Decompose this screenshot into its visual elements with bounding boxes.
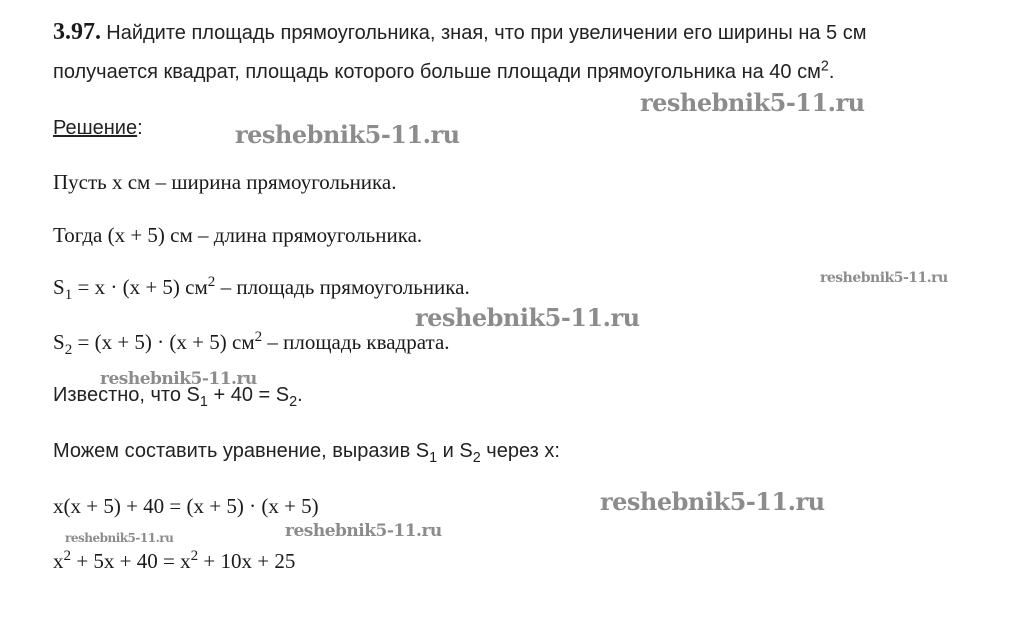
eq2-b-sup: 2: [190, 548, 199, 564]
task-line-1: [53, 20, 866, 44]
compose-mid: и S: [437, 440, 473, 462]
s1-base: S: [53, 275, 65, 299]
known-mid: + 40 = S: [207, 384, 290, 406]
task-number: 3.97.: [53, 19, 101, 45]
task-sup: 2: [820, 58, 829, 75]
watermark: reshebnik5-11.ru: [100, 369, 257, 389]
solution-heading-text: Решение: [53, 117, 138, 139]
watermark: reshebnik5-11.ru: [820, 270, 948, 286]
s1-sup: 2: [207, 274, 216, 290]
compose-end: через x:: [480, 440, 560, 462]
task-text-2: получается квадрат, площадь которого больше площади прямоугольника на 40 см: [53, 61, 821, 83]
s2-sub: 2: [64, 342, 73, 359]
task-line-2-end: .: [828, 61, 835, 83]
watermark: reshebnik5-11.ru: [600, 487, 825, 516]
task-line-2: [53, 58, 835, 83]
watermark: reshebnik5-11.ru: [65, 531, 174, 545]
step-compose: [53, 440, 560, 466]
watermark: reshebnik5-11.ru: [640, 88, 865, 117]
s2-base: S: [53, 330, 65, 354]
known-sub1: 1: [199, 394, 208, 410]
watermark: reshebnik5-11.ru: [235, 120, 460, 149]
eq2-a-sup: 2: [63, 548, 72, 564]
compose-sub1: 1: [429, 450, 438, 466]
s2-sup: 2: [254, 329, 263, 345]
eq2-a: x: [53, 549, 64, 573]
task-text-1: Найдите площадь прямоугольника, зная, что при увеличении его ширины на 5 см: [106, 22, 867, 44]
step-s2: [53, 329, 450, 359]
compose-pre: Можем составить уравнение, выразив S: [53, 440, 430, 462]
watermark: reshebnik5-11.ru: [285, 521, 442, 541]
s1-expr: = x · (x + 5) см: [72, 275, 208, 299]
known-pre: Известно, что S: [53, 384, 200, 406]
watermark: reshebnik5-11.ru: [415, 303, 640, 332]
eq2-b: + 5x + 40 = x: [71, 549, 191, 573]
s2-tail: – площадь квадрата.: [262, 330, 450, 354]
s1-tail: – площадь прямоугольника.: [215, 275, 470, 299]
solution-heading-colon: :: [137, 117, 143, 139]
known-end: .: [297, 384, 303, 406]
equation-2: [53, 548, 296, 573]
s2-expr: = (x + 5) · (x + 5) см: [72, 330, 255, 354]
step-2: Тогда (x + 5) см – длина прямоугольника.: [53, 223, 423, 247]
solution-heading: [53, 118, 143, 138]
known-sub2: 2: [289, 394, 298, 410]
equation-1: x(x + 5) + 40 = (x + 5) · (x + 5): [53, 494, 319, 518]
step-1: Пусть x см – ширина прямоугольника.: [53, 170, 397, 194]
step-s1: [53, 274, 470, 304]
eq2-c: + 10x + 25: [198, 549, 296, 573]
s1-sub: 1: [64, 287, 73, 304]
compose-sub2: 2: [472, 450, 481, 466]
